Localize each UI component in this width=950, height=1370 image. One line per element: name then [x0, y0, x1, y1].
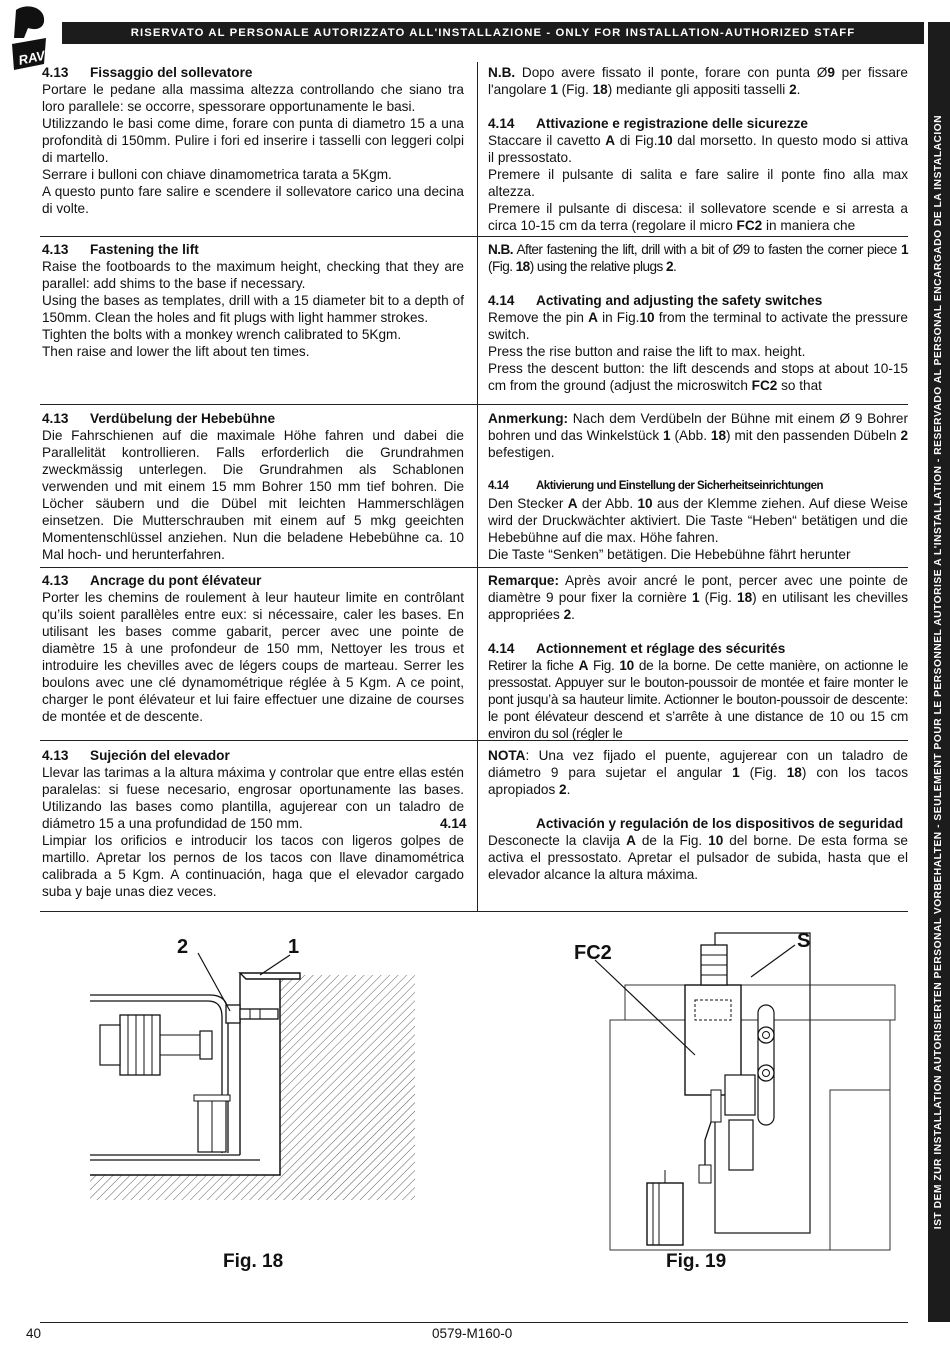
- paragraph: Porter les chemins de roulement à leur hauteur limite en contrôlant qu’ils soient parallèles entre eux: si nécessaire, caler les bases. En utilisant les bases comme gabarit, percer avec une pointe de diamètre 15 à une profondeur de 150 mm, Nettoyer les trous et introduire les chevilles avec de légers coups de marteau. Serrer les boulons avec une clé dynamométrique réglée à 5 Kgm. A ce point, charger le pont élévateur et lui faire effectuer une dizaine de courses de montée et de descente.: [42, 590, 464, 724]
- fig18-label-2: 2: [177, 936, 189, 958]
- section-fr-left: [42, 572, 464, 738]
- paragraph: Den Stecker A der Abb. 10 aus der Klemme ziehen. Auf diese Weise wird der Druckwächter aktiviert. Die Taste “Heben“ betätigen und die Hebebühne auf die max. Höhe fahren.: [488, 496, 908, 545]
- page-number: 40: [26, 1326, 42, 1341]
- paragraph: Die Fahrschienen auf die maximale Höhe fahren und dabei die Parallelität kontrollieren. Falls erforderlich die Grundrahmen zweckmässig unterlegen. Die Grundrahmen als Schablonen verwenden und mit einem 15 mm Bohrer 150 mm tief bohren. Die Löcher säubern und die Dübel mit leichten Hammerschlägen einsetzen. Die Mutterschrauben mit einem auf 5 mkg geeichten Momentenschlüssel anziehen. Nun die beladene Hebebühne ca. 10 Mal hoch- und herunterfahren.: [42, 428, 464, 562]
- paragraph: Die Taste “Senken” betätigen. Die Hebebühne fährt herunter: [488, 547, 851, 562]
- heading-it-413: 4.13 Fissaggio del sollevatore: [42, 65, 253, 80]
- paragraph: Tighten the bolts with a monkey wrench calibrated to 5Kgm.: [42, 327, 402, 342]
- section-it-right: [488, 64, 908, 234]
- paragraph: A questo punto fare salire e scendere il sollevatore carico una decina di volte.: [42, 184, 464, 216]
- paragraph: Portare le pedane alla massima altezza controllando che siano tra loro parallele: se occorre, spessorare opportunamente le basi.: [42, 82, 464, 114]
- divider-it-en: [40, 236, 908, 237]
- section-it-left: [42, 64, 464, 234]
- note-de: Anmerkung: Nach dem Verdübeln der Bühne mit einem Ø 9 Bohrer bohren und das Winkelstück 1 (Abb. 18) mit den passenden Dübeln 2 befestigen.: [488, 411, 908, 460]
- section-en-left: [42, 241, 464, 401]
- heading-it-414: 4.14 Attivazione e registrazione delle sicurezze: [488, 116, 808, 131]
- fig18-label-1: 1: [288, 936, 300, 958]
- divider-footer: [40, 1322, 908, 1323]
- section-de-left: [42, 410, 464, 565]
- heading-es-414: 4.14 Activación y regulación de los dispositivos de seguridad: [440, 816, 904, 831]
- section-es-left: [42, 747, 464, 909]
- paragraph: Utilizzando le basi come dime, forare con punta di diametro 15 a una profondità di 150mm. Pulire i fori ed inserire i tasselli con leggeri colpi di martello.: [42, 116, 464, 165]
- paragraph: Using the bases as templates, drill with a 15 diameter bit to a depth of 150mm. Clean the holes and fit plugs with light hammer strokes.: [42, 293, 464, 325]
- paragraph: Then raise and lower the lift about ten times.: [42, 344, 310, 359]
- figure-19-drawing: [555, 925, 915, 1250]
- heading-es-413: 4.13 Sujeción del elevador: [42, 748, 230, 763]
- paragraph: Press the rise button and raise the lift to max. height.: [488, 344, 806, 359]
- paragraph: Raise the footboards to the maximum height, checking that they are parallel: add shims to the base if necessary.: [42, 259, 464, 291]
- paragraph: Remove the pin A in Fig.10 from the terminal to activate the pressure switch.: [488, 310, 908, 342]
- paragraph: Press the descent button: the lift descends and stops at about 10-15 cm from the ground (adjust the microswitch FC2 so that: [488, 361, 908, 393]
- header-banner: RISERVATO AL PERSONALE AUTORIZZATO ALL'INSTALLAZIONE - ONLY FOR INSTALLATION-AUTHORIZED STAFF: [62, 22, 924, 44]
- paragraph: Desconecte la clavija A de la Fig. 10 del borne. De esta forma se activa el pressostato. Apretar el pulsador de subida, hasta que el elevador alcance la altura máxima.: [488, 833, 908, 882]
- fig18-caption: Fig. 18: [223, 1251, 284, 1272]
- section-en-right: [488, 241, 908, 401]
- paragraph: Premere il pulsante di discesa: il sollevatore scende e si arresta a circa 10-15 cm da terra (regolare il micro FC2 in maniera che: [488, 201, 908, 233]
- heading-en-414: 4.14 Activating and adjusting the safety switches: [488, 293, 823, 308]
- section-fr-right: [488, 572, 908, 741]
- divider-de-fr: [40, 567, 908, 568]
- divider-text-figures: [40, 911, 908, 912]
- heading-de-414: 4.14 Aktivierung und Einstellung der Sicherheitseinrichtungen: [488, 480, 824, 492]
- heading-fr-414: 4.14 Actionnement et réglage des sécurités: [488, 641, 786, 656]
- paragraph: Limpiar los orificios e introducir los tacos con ligeros golpes de martillo. Apretar los pernos de los tacos con llave dinamométrica calibrada a 5 Kgm. A continuación, haga que el elevador cargado suba y baje unas diez veces.: [42, 833, 464, 899]
- heading-en-413: 4.13 Fastening the lift: [42, 242, 199, 257]
- note-es: NOTA: Una vez fijado el puente, agujerear con un taladro de diámetro 9 para sujetar el angular 1 (Fig. 18) con los tacos apropiados 2.: [488, 748, 908, 797]
- note-fr: Remarque: Après avoir ancré le pont, percer avec une pointe de diamètre 9 pour fixer la cornière 1 (Fig. 18) en utilisant les chevilles appropriées 2.: [488, 573, 908, 622]
- divider-en-de: [40, 404, 908, 405]
- section-es-right: [440, 747, 908, 909]
- paragraph: Llevar las tarimas a la altura máxima y controlar que entre ellas estén paralelas: si fuese necesario, engrosar oportunamente las bases. Utilizando las bases como plantilla, agujerear con un taladro de diámetro 15 a una profundidad de 150 mm.: [42, 765, 464, 831]
- column-divider: [477, 62, 478, 912]
- heading-de-413: 4.13 Verdübelung der Hebebühne: [42, 411, 276, 426]
- note-it: N.B. Dopo avere fissato il ponte, forare con punta Ø9 per fissare l'angolare 1 (Fig. 18) mediante gli appositi tasselli 2.: [488, 65, 908, 97]
- paragraph: Retirer la fiche A Fig. 10 de la borne. De cette manière, on actionne le pressostat. Appuyer sur le bouton-poussoir de montée et faire monter le pont jusqu’à sa hauteur limite. Actionner le bouton-poussoir de descente: le pont élévateur descend et s’arrête à une distance de 10 ou 15 cm environ du sol (régler le: [488, 658, 908, 741]
- fig19-caption: Fig. 19: [666, 1251, 727, 1272]
- paragraph: Serrare i bulloni con chiave dinamometrica tarata a 5Kgm.: [42, 167, 392, 182]
- section-de-right: [488, 410, 908, 565]
- paragraph: Premere il pulsante di salita e fare salire il ponte fino alla max altezza.: [488, 167, 908, 199]
- note-en: N.B. After fastening the lift, drill with a bit of Ø9 to fasten the corner piece 1 (Fig. 18) using the relative plugs 2.: [488, 242, 908, 274]
- document-code: 0579-M160-0: [432, 1326, 513, 1341]
- sidebar-text: IST DEM ZUR INSTALLATION AUTORISIERTEN PERSONAL VORBEHALTEN - SEULEMENT POUR LE PERSONNEL AUTORISE A L'INSTALLATION - RESERVADO AL PERSONAL ENCARGADO DE LA INSTALACION: [933, 114, 944, 1230]
- logo-text: RAV: [17, 47, 47, 68]
- figure-18-drawing: [90, 935, 415, 1200]
- heading-fr-413: 4.13 Ancrage du pont élévateur: [42, 573, 262, 588]
- paragraph: Staccare il cavetto A di Fig.10 dal morsetto. In questo modo si attiva il pressostato.: [488, 133, 909, 165]
- fig19-label-s: S: [797, 930, 811, 952]
- fig19-label-fc2: FC2: [574, 942, 612, 964]
